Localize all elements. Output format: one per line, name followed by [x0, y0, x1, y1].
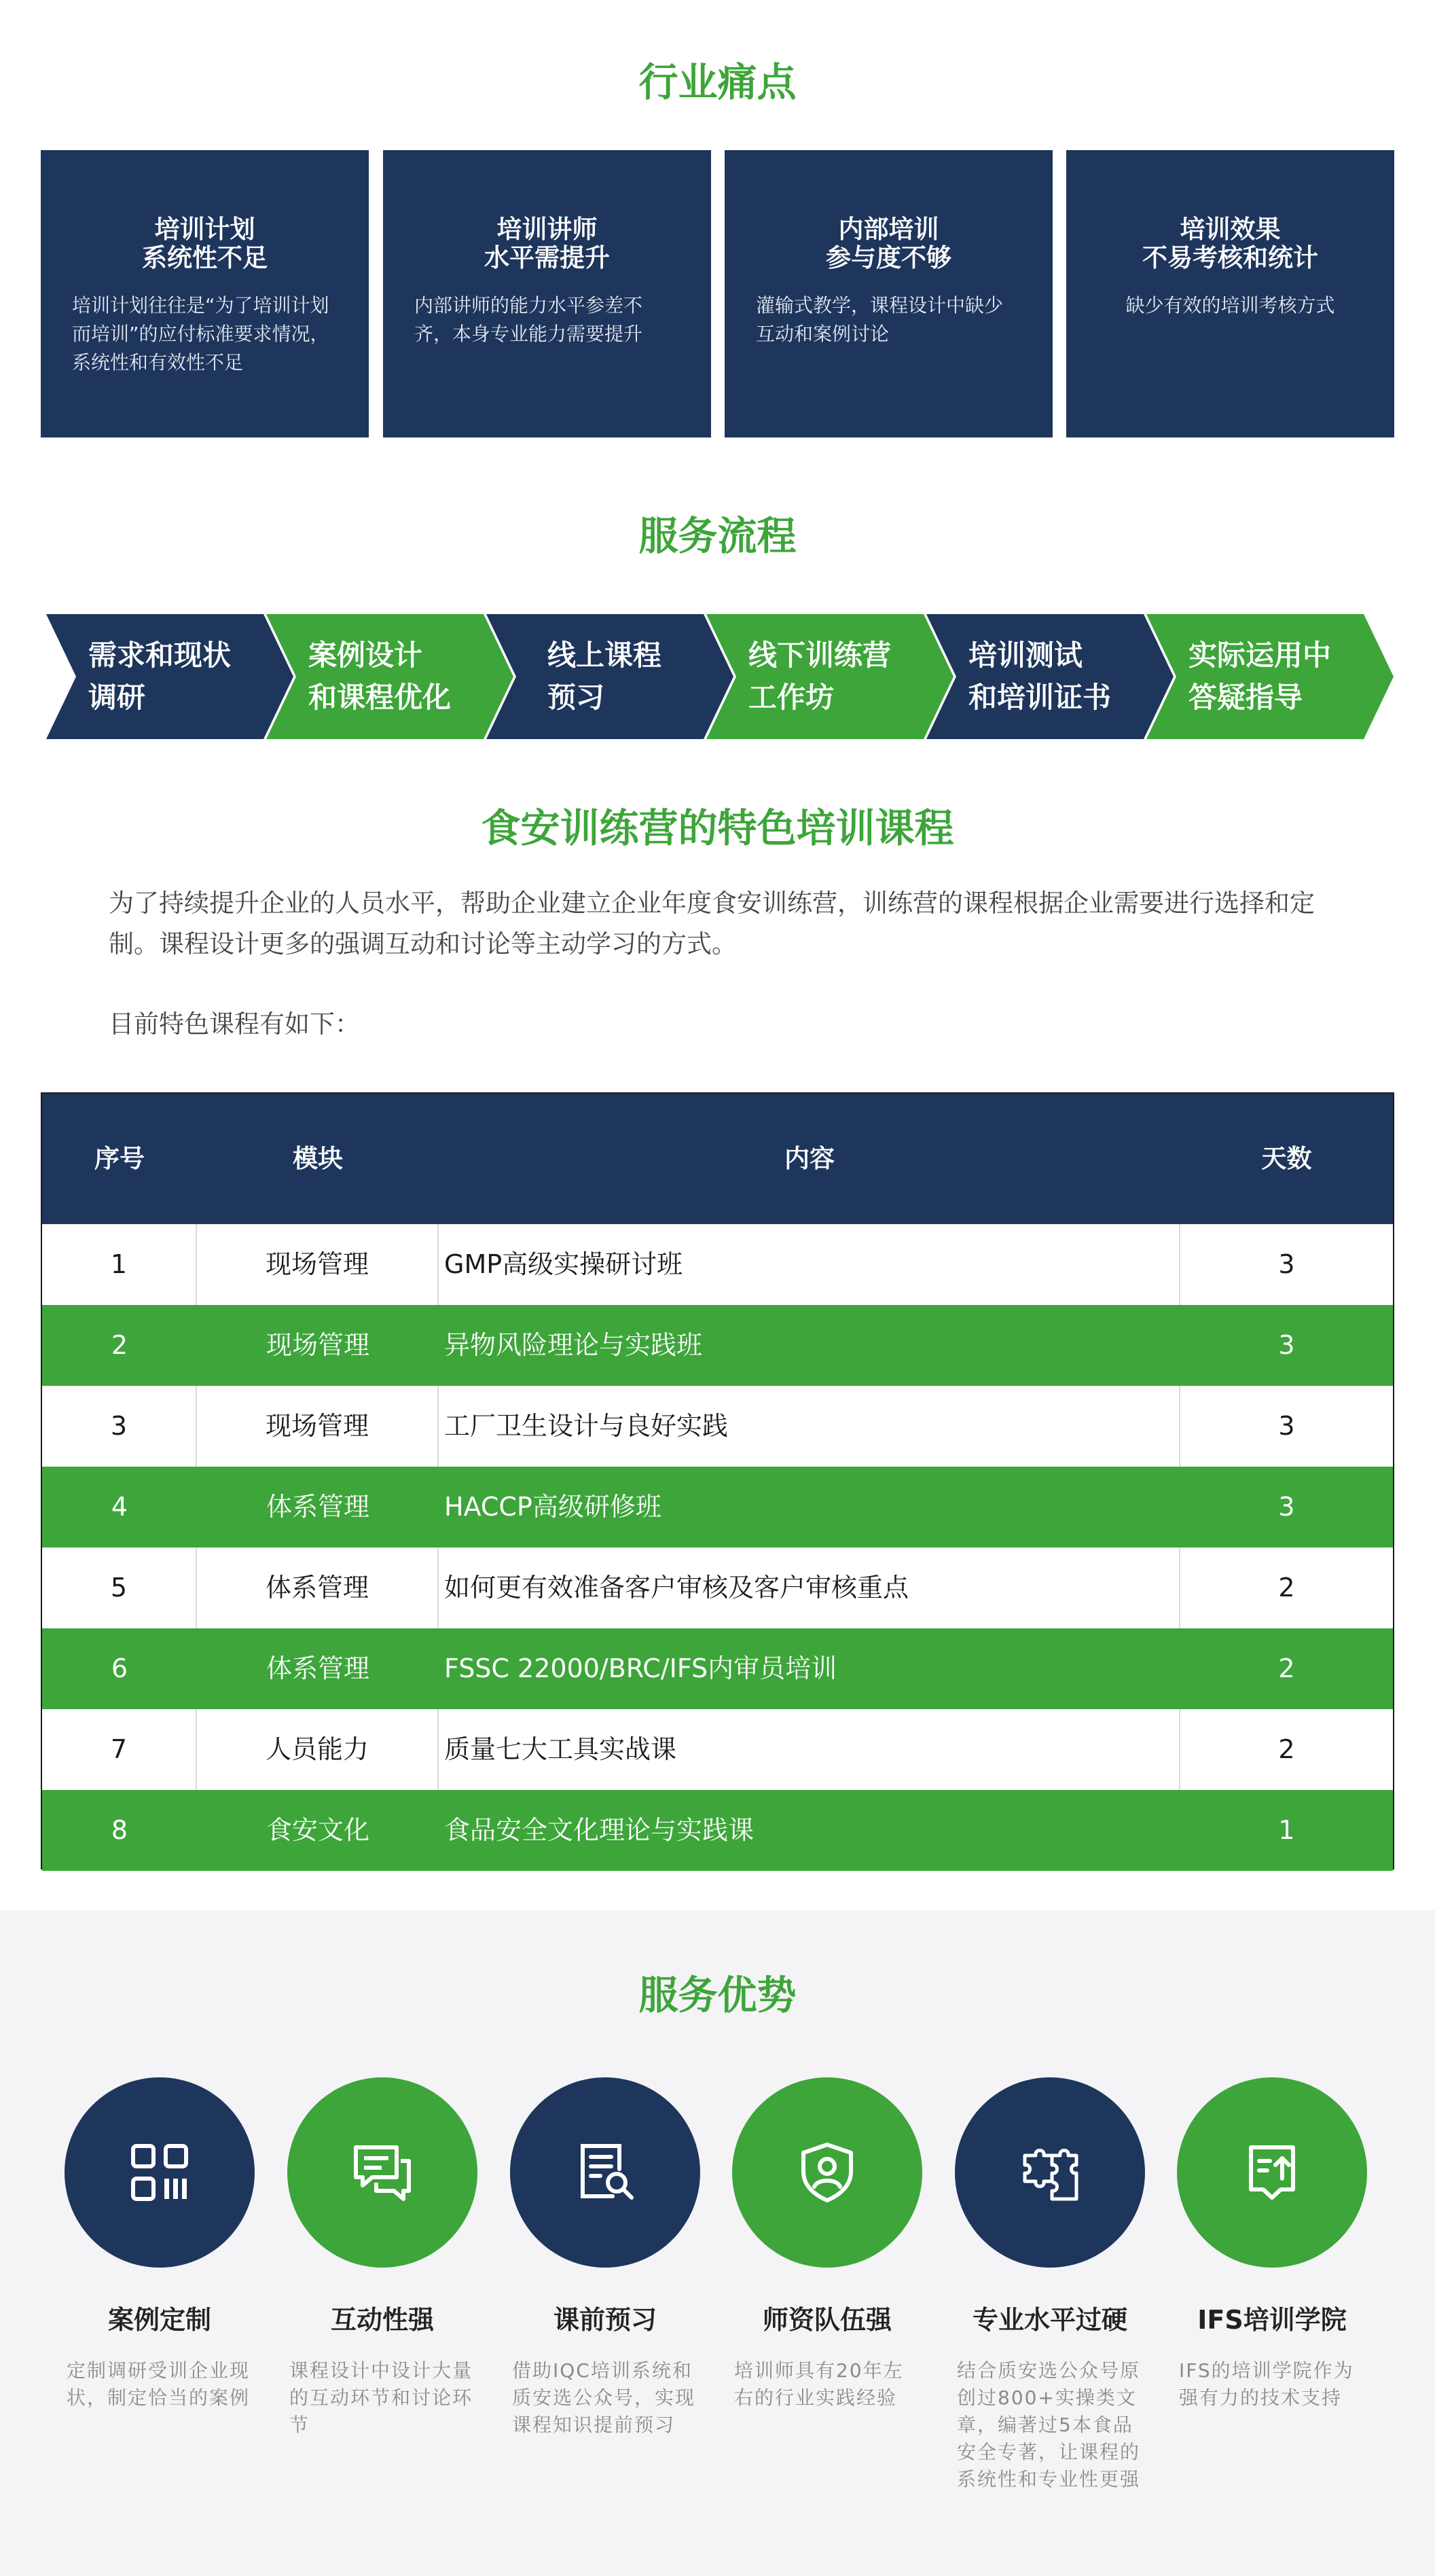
table-row: [42, 1305, 1393, 1386]
table-row: [42, 1709, 1393, 1790]
flow-step-label: 线上课程 预习: [547, 639, 662, 714]
cell-no: 4: [111, 1492, 128, 1522]
cell-module: 体系管理: [266, 1492, 369, 1522]
flow-step-5: [926, 614, 1174, 739]
table-header: [42, 1094, 1393, 1224]
advantage-title: 互动性强: [330, 2305, 434, 2335]
cell-no: 3: [42, 1386, 197, 1467]
flow-step-6: [1146, 614, 1394, 739]
flow-step-label: 培训测试 和培训证书: [968, 639, 1112, 714]
cell-days: 2: [1278, 1573, 1295, 1603]
flow-step-2: [266, 614, 513, 739]
advantage-circle: [65, 2077, 255, 2268]
cell-days: 3: [1278, 1330, 1295, 1360]
cell-content: 质量七大工具实战课: [439, 1709, 1180, 1790]
cell-days: 1: [1278, 1815, 1295, 1845]
pain-card-desc: 缺少有效的培训考核方式: [1125, 294, 1335, 317]
cell-content: 如何更有效准备客户审核及客户审核重点: [439, 1548, 1180, 1628]
advantage-desc: 课程设计中设计大量的互动环节和讨论环节: [289, 2359, 473, 2436]
advantages-section-title: 服务优势: [638, 1972, 797, 2018]
advantage-desc: 定制调研受训企业现状，制定恰当的案例: [67, 2359, 251, 2409]
advantage-title: IFS培训学院: [1197, 2305, 1347, 2335]
advantage-desc: IFS的培训学院作为强有力的技术支持: [1179, 2359, 1354, 2409]
pain-card-1: [41, 150, 369, 437]
chat-bubbles-icon: [352, 2142, 413, 2203]
flow-step-label: 线下训练营 工作坊: [748, 639, 892, 714]
board-upload-icon: [1241, 2142, 1303, 2203]
advantage-circle: [510, 2077, 700, 2268]
cell-module: 体系管理: [266, 1653, 369, 1683]
pain-card-desc: 培训计划往往是“为了培训计划而培训”的应付标准要求情况，系统性和有效性不足: [72, 294, 329, 374]
pain-section-title: 行业痛点: [638, 59, 797, 105]
table-row: [42, 1386, 1393, 1467]
advantage-circle: [287, 2077, 477, 2268]
shield-user-icon: [797, 2142, 858, 2203]
table-row: [42, 1467, 1393, 1548]
courses-list-lead: 目前特色课程有如下：: [109, 1009, 360, 1039]
pain-card-desc: 内部讲师的能力水平参差不齐，本身专业能力需要提升: [414, 294, 643, 345]
flow-step-4: [706, 614, 953, 739]
advantage-circle: [1177, 2077, 1367, 2268]
advantage-title: 案例定制: [107, 2305, 211, 2335]
pain-card-title: 培训讲师 水平需提升: [484, 215, 610, 272]
cell-content: 异物风险理论与实践班: [444, 1330, 703, 1360]
courses-table: [41, 1092, 1394, 1870]
cell-days: 3: [1278, 1411, 1295, 1441]
header-content: 内容: [784, 1144, 835, 1173]
cell-no: 8: [111, 1815, 128, 1845]
table-row: [42, 1790, 1393, 1871]
advantage-desc: 借助IQC培训系统和质安选公众号，实现课程知识提前预习: [512, 2359, 696, 2436]
flow-step-3: [486, 614, 733, 739]
cell-no: 5: [42, 1548, 197, 1628]
advantage-title: 师资队伍强: [762, 2305, 892, 2335]
cell-no: 6: [111, 1653, 128, 1683]
document-search-icon: [575, 2142, 636, 2203]
pain-card-2: [383, 150, 711, 437]
flow-section-title: 服务流程: [638, 513, 797, 559]
cell-content: FSSC 22000/BRC/IFS内审员培训: [444, 1653, 837, 1683]
pain-card-desc: 灌输式教学，课程设计中缺少互动和案例讨论: [756, 294, 1004, 345]
courses-section-title: 食安训练营的特色培训课程: [481, 805, 954, 851]
pain-card-4: [1066, 150, 1394, 437]
cell-content: GMP高级实操研讨班: [439, 1224, 1180, 1305]
advantage-circle: [732, 2077, 922, 2268]
cell-content: 工厂卫生设计与良好实践: [439, 1386, 1180, 1467]
table-row: [42, 1224, 1393, 1305]
cell-module: 人员能力: [197, 1709, 439, 1790]
table-row: [42, 1548, 1393, 1628]
flow-step-label: 需求和现状 调研: [88, 639, 232, 714]
cell-no: 1: [42, 1224, 197, 1305]
cell-days: 2: [1278, 1734, 1295, 1764]
cell-module: 食安文化: [266, 1815, 369, 1845]
advantage-circle: [955, 2077, 1145, 2268]
header-days: 天数: [1261, 1144, 1312, 1173]
cell-module: 现场管理: [197, 1386, 439, 1467]
advantage-title: 专业水平过硬: [972, 2305, 1127, 2335]
cell-module: 现场管理: [266, 1330, 369, 1360]
pain-card-title: 培训计划 系统性不足: [142, 215, 268, 272]
flow-step-1: [46, 614, 293, 739]
flow-step-label: 案例设计 和课程优化: [308, 639, 452, 714]
puzzle-icon: [1019, 2142, 1080, 2203]
cell-module: 体系管理: [197, 1548, 439, 1628]
cell-days: 3: [1278, 1492, 1295, 1522]
cell-no: 7: [42, 1709, 197, 1790]
advantage-desc: 培训师具有20年左右的行业实践经验: [734, 2359, 904, 2409]
cell-content: HACCP高级研修班: [444, 1492, 661, 1522]
cell-days: 3: [1278, 1249, 1295, 1279]
pain-card-title: 培训效果 不易考核和统计: [1142, 215, 1318, 272]
pain-card-title: 内部培训 参与度不够: [826, 215, 951, 272]
header-no: 序号: [94, 1144, 145, 1173]
qr-grid-icon: [129, 2142, 190, 2203]
header-module: 模块: [293, 1144, 343, 1173]
flow-step-label: 实际运用中 答疑指导: [1188, 639, 1332, 714]
advantage-title: 课前预习: [553, 2305, 657, 2335]
cell-module: 现场管理: [197, 1224, 439, 1305]
cell-content: 食品安全文化理论与实践课: [444, 1815, 755, 1845]
courses-intro-paragraph: 为了持续提升企业的人员水平，帮助企业建立企业年度食安训练营，训练营的课程根据企业需要进行选择和定制。课程设计更多的强调互动和讨论等主动学习的方式。: [109, 889, 1315, 959]
cell-no: 2: [111, 1330, 128, 1360]
advantage-desc: 结合质安选公众号原创过800+实操类文章，编著过5本食品安全专著，让课程的系统性和专业性更强: [957, 2359, 1141, 2490]
cell-days: 2: [1278, 1653, 1295, 1683]
table-row: [42, 1628, 1393, 1709]
pain-card-3: [725, 150, 1053, 437]
